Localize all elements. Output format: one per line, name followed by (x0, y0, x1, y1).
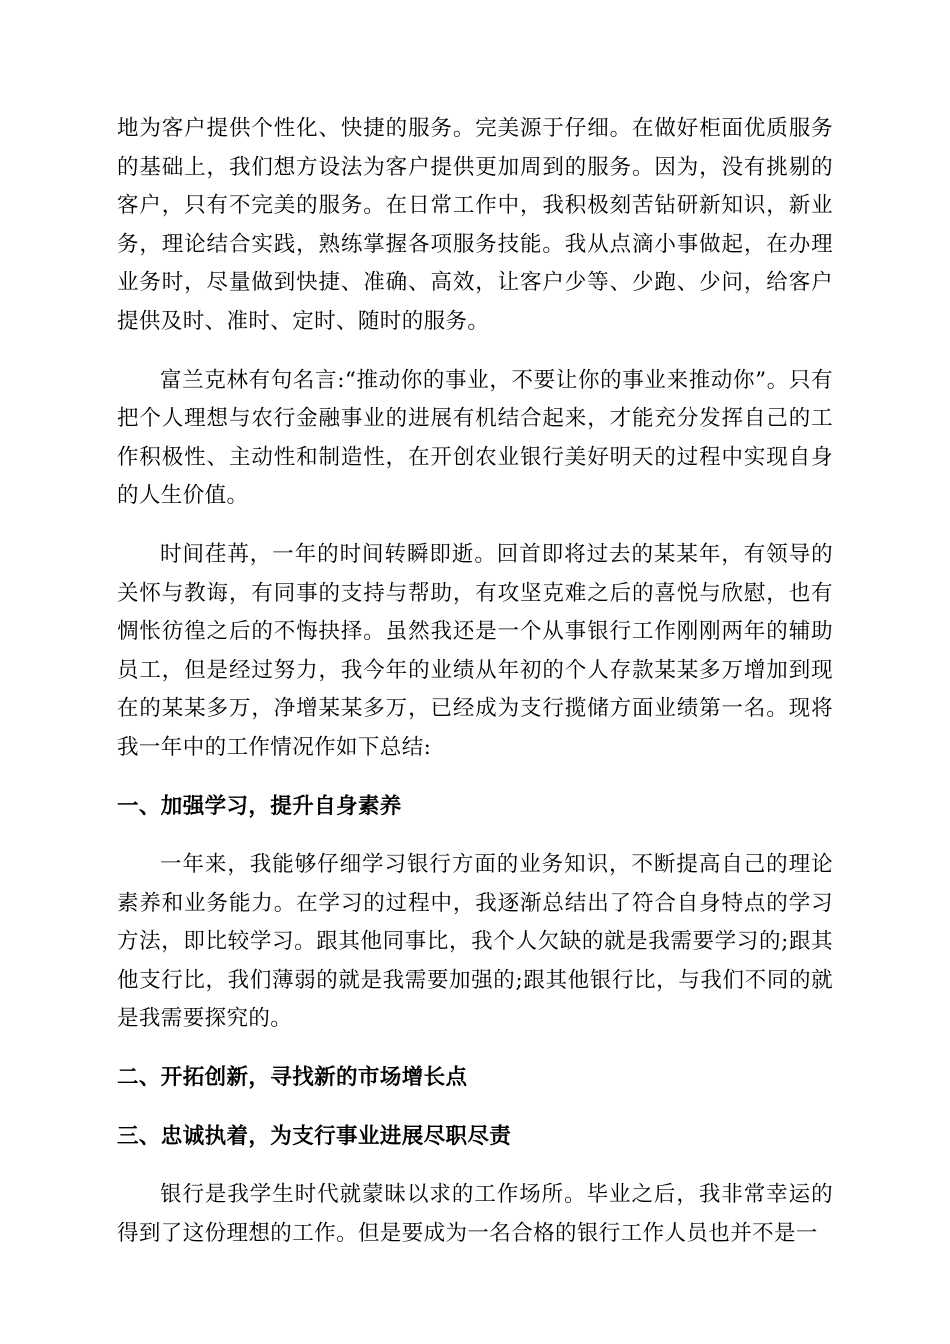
paragraph-service: 地为客户提供个性化、快捷的服务。完美源于仔细。在做好柜面优质服务的基础上，我们想方设法为客户提供更加周到的服务。因为，没有挑剔的客户，只有不完美的服务。在日常工作中，我积极刻苦钻研新知识，新业务，理论结合实践，熟练掌握各项服务技能。我从点滴小事做起，在办理业务时，尽量做到快捷、准确、高效，让客户少等、少跑、少问，给客户提供及时、准时、定时、随时的服务。 (117, 116, 833, 334)
document-body (117, 110, 833, 1273)
paragraph-year-summary: 时间荏苒，一年的时间转瞬即逝。回首即将过去的某某年，有领导的关怀与教诲，有同事的支持与帮助，有攻坚克难之后的喜悦与欣慰，也有惆怅彷徨之后的不悔抉择。虽然我还是一个从事银行工作刚刚两年的辅助员工，但是经过努力，我今年的业绩从年初的个人存款某某多万增加到现在的某某多万，净增某某多万，已经成为支行揽储方面业绩第一名。现将我一年中的工作情况作如下总结: (117, 541, 833, 760)
section-heading-3: 三、忠诚执着，为支行事业进展尽职尽责 (117, 1123, 512, 1149)
section-heading-1: 一、加强学习，提升自身素养 (117, 793, 402, 819)
paragraph-franklin-quote: 富兰克林有句名言:“推动你的事业，不要让你的事业来推动你”。只有把个人理想与农行金融事业的进展有机结合起来，才能充分发挥自己的工作积极性、主动性和制造性，在开创农业银行美好明天的过程中实现自身的人生价值。 (117, 367, 833, 509)
section-heading-2: 二、开拓创新，寻找新的市场增长点 (117, 1065, 468, 1091)
paragraph-bank-career: 银行是我学生时代就蒙昧以求的工作场所。毕业之后，我非常幸运的得到了这份理想的工作。但是要成为一名合格的银行工作人员也并不是一 (117, 1182, 833, 1246)
paragraph-learning: 一年来，我能够仔细学习银行方面的业务知识，不断提高自己的理论素养和业务能力。在学习的过程中，我逐渐总结出了符合自身特点的学习方法，即比较学习。跟其他同事比，我个人欠缺的就是我需要学习的;跟其他支行比，我们薄弱的就是我需要加强的;跟其他银行比，与我们不同的就是我需要探究的。 (117, 852, 833, 1032)
